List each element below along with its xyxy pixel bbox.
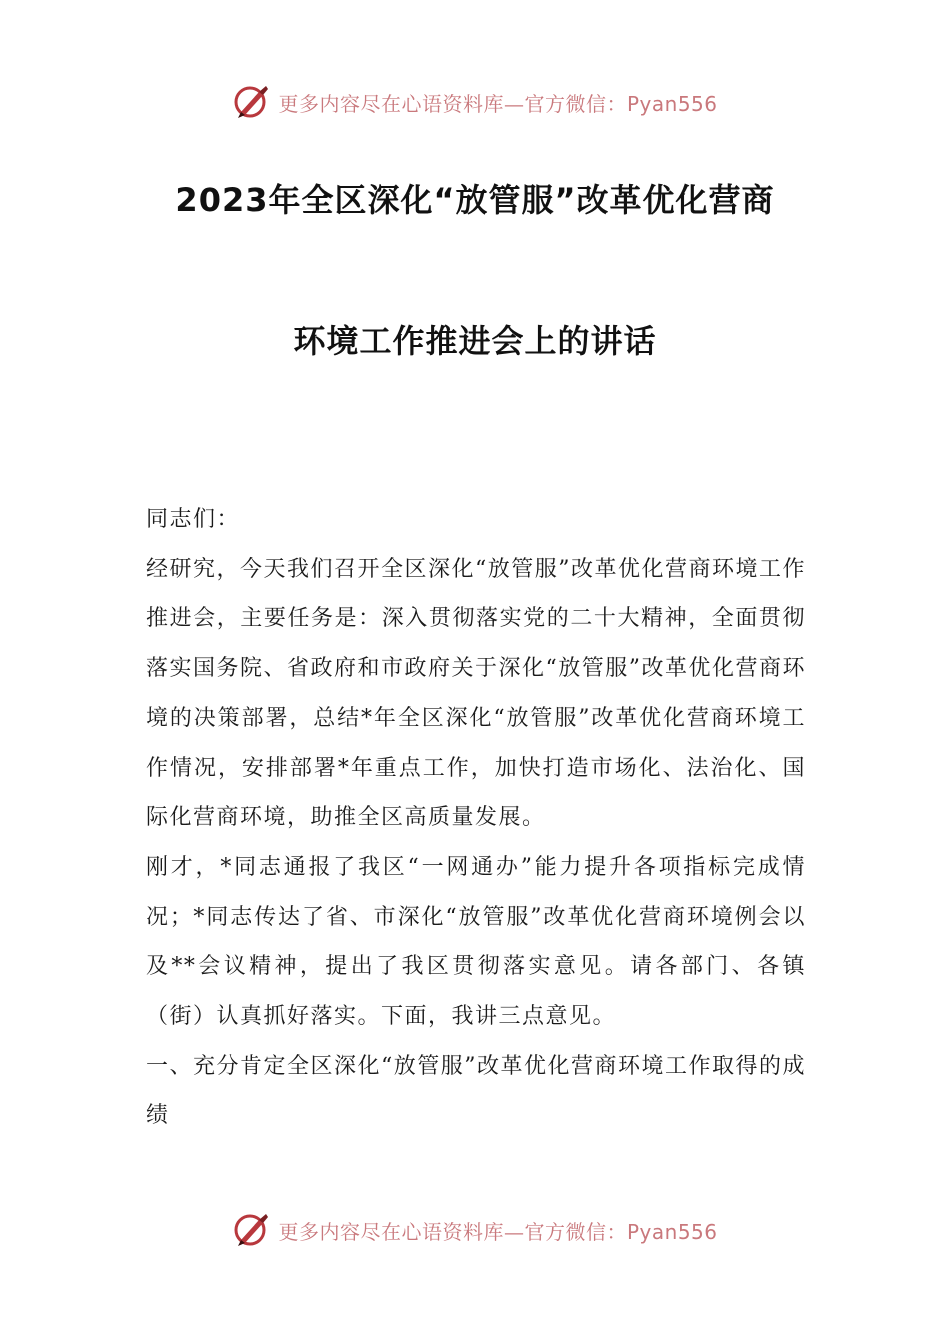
brush-pen-logo-icon — [232, 82, 272, 122]
watermark-handle: Pyan556 — [626, 91, 718, 116]
watermark-label: 更多内容尽在心语资料库—官方微信： — [278, 1219, 627, 1244]
watermark-banner-bottom — [0, 1210, 950, 1250]
watermark-label: 更多内容尽在心语资料库—官方微信： — [278, 91, 627, 116]
watermark-text — [278, 1216, 717, 1245]
document-title-line-1: 2023年全区深化“放管服”改革优化营商 — [175, 181, 775, 219]
document-body — [146, 495, 806, 1141]
document-title-line-2: 环境工作推进会上的讲话 — [293, 322, 657, 360]
watermark-text — [278, 88, 717, 117]
watermark-banner-top — [0, 82, 950, 122]
brush-pen-logo-icon — [232, 1210, 272, 1250]
section-heading: 一、充分肯定全区深化“放管服”改革优化营商环境工作取得的成绩 — [146, 1053, 806, 1129]
salutation: 同志们： — [146, 507, 241, 532]
body-paragraph: 经研究，今天我们召开全区深化“放管服”改革优化营商环境工作推进会，主要任务是：深入贯彻落实党的二十大精神，全面贯彻落实国务院、省政府和市政府关于深化“放管服”改革优化营商环境的决策部署，总结*年全区深化“放管服”改革优化营商环境工作情况，安排部署*年重点工作，加快打造市场化、法治化、国际化营商环境，助推全区高质量发展。 — [146, 556, 806, 831]
watermark-handle: Pyan556 — [626, 1219, 718, 1244]
body-paragraph: 刚才，*同志通报了我区“一网通办”能力提升各项指标完成情况；*同志传达了省、市深化“放管服”改革优化营商环境例会以及**会议精神，提出了我区贯彻落实意见。请各部门、各镇（街）认真抓好落实。下面，我讲三点意见。 — [146, 854, 806, 1030]
